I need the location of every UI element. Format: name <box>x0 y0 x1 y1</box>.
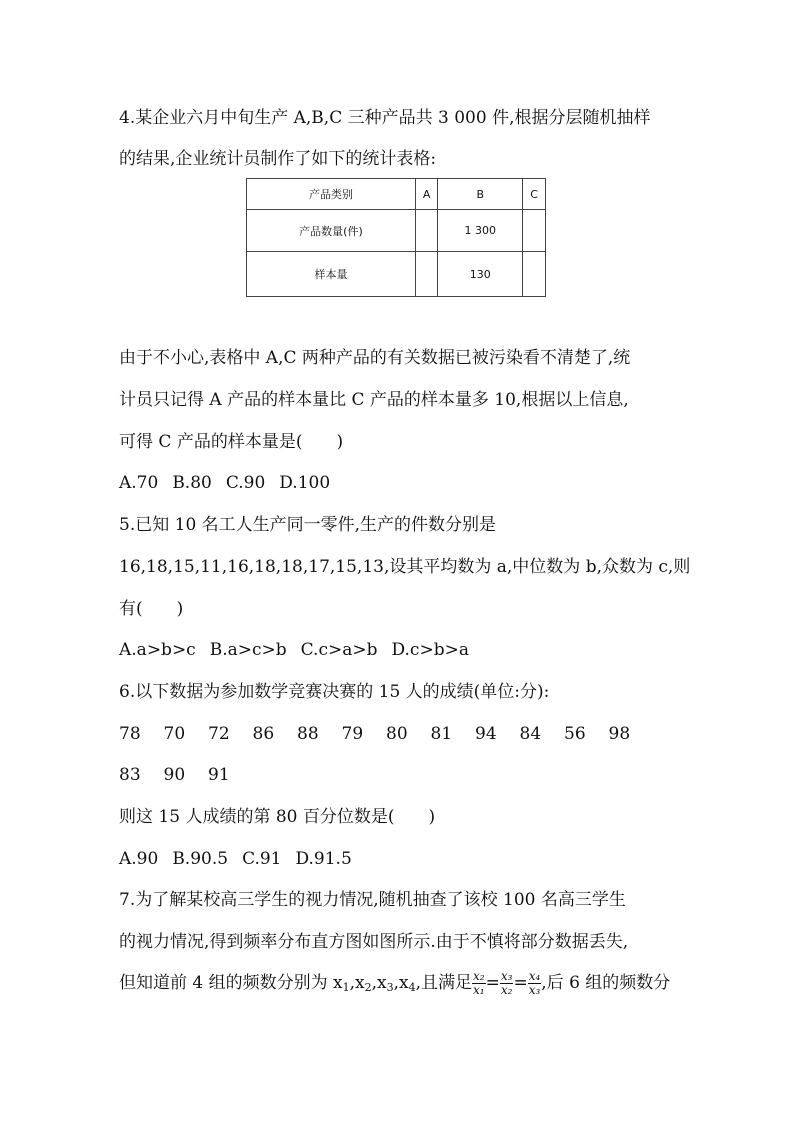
subscript: 2 <box>364 981 372 994</box>
q6-line4: 则这 15 人成绩的第 80 百分位数是( ) <box>119 807 436 827</box>
q6-scores-row1 <box>119 722 653 746</box>
option-b: B.80 <box>172 473 212 493</box>
table-cell <box>415 252 437 297</box>
option-a: A.70 <box>119 473 159 493</box>
option-c: C.91 <box>242 849 282 869</box>
subscript: 3 <box>386 981 394 994</box>
q6-scores-row2 <box>119 763 253 787</box>
option-d: D.c>b>a <box>391 640 469 660</box>
numerator: x₄ <box>528 969 541 983</box>
option-c: C.90 <box>225 473 266 493</box>
q4-line3: 由于不小心,表格中 A,C 两种产品的有关数据已被污染看不清楚了,统 <box>119 348 631 368</box>
option-d: D.91.5 <box>295 849 352 869</box>
table-cell: B <box>438 179 523 210</box>
q4-line4: 计员只记得 A 产品的样本量比 C 产品的样本量多 10,根据以上信息, <box>119 390 629 410</box>
denominator: x₂ <box>500 983 513 997</box>
text: ,x <box>371 973 387 993</box>
score: 88 <box>297 724 319 744</box>
denominator: x₃ <box>528 983 541 997</box>
option-c: C.c>a>b <box>300 640 378 660</box>
text: ,x <box>349 973 365 993</box>
table-cell: 1 300 <box>438 210 523 252</box>
option-b: B.90.5 <box>172 849 229 869</box>
table-cell: 130 <box>438 252 523 297</box>
score: 79 <box>341 724 364 744</box>
q4-options <box>119 471 344 495</box>
score: 81 <box>430 724 453 744</box>
table-cell: 样本量 <box>247 252 416 297</box>
option-a: A.90 <box>119 849 159 869</box>
q5-line2: 16,18,15,11,16,18,18,17,15,13,设其平均数为 a,中位数为 b,众数为 c,则 <box>119 557 691 577</box>
q4-line1: 4.某企业六月中旬生产 A,B,C 三种产品共 3 000 件,根据分层随机抽样 <box>119 108 651 128</box>
score: 70 <box>163 724 186 744</box>
q4-line5: 可得 C 产品的样本量是( ) <box>119 432 344 452</box>
table-header-row <box>247 179 546 210</box>
denominator: x₁ <box>473 983 485 997</box>
text: ,后 6 组的频数分 <box>541 973 671 993</box>
table-row <box>247 252 546 297</box>
table-row <box>247 210 546 252</box>
equals: = <box>485 973 500 993</box>
table-cell: 产品数量(件) <box>247 210 416 252</box>
equals: = <box>513 973 528 993</box>
numerator: x₃ <box>500 969 513 983</box>
numerator: x₂ <box>473 969 485 983</box>
q6-options <box>119 847 366 871</box>
option-d: D.100 <box>279 473 331 493</box>
score: 83 <box>119 765 141 785</box>
q7-line2: 的视力情况,得到频率分布直方图如图所示.由于不慎将部分数据丢失, <box>119 932 629 952</box>
score: 84 <box>519 724 542 744</box>
score: 98 <box>608 724 631 744</box>
fraction <box>500 970 514 997</box>
option-a: A.a>b>c <box>119 640 196 660</box>
table-cell <box>523 252 546 297</box>
score: 78 <box>119 724 141 744</box>
subscript: 1 <box>342 981 350 994</box>
q5-options <box>119 638 483 662</box>
q7-line1: 7.为了解某校高三学生的视力情况,随机抽查了该校 100 名高三学生 <box>119 890 626 910</box>
fraction <box>528 970 542 997</box>
q5-line1: 5.已知 10 名工人生产同一零件,生产的件数分别是 <box>119 515 497 535</box>
q6-line1: 6.以下数据为参加数学竞赛决赛的 15 人的成绩(单位:分): <box>119 682 550 702</box>
table-cell: A <box>415 179 437 210</box>
q7-line3 <box>119 970 670 1000</box>
table-cell: 产品类别 <box>247 179 416 210</box>
score: 90 <box>163 765 186 785</box>
fraction <box>472 970 486 997</box>
q4-line2: 的结果,企业统计员制作了如下的统计表格: <box>119 149 437 169</box>
text: 但知道前 4 组的频数分别为 x <box>119 973 343 993</box>
text: ,x <box>393 973 409 993</box>
score: 80 <box>386 724 408 744</box>
score: 86 <box>252 724 275 744</box>
score: 91 <box>208 765 230 785</box>
score: 94 <box>475 724 497 744</box>
table-cell <box>523 210 546 252</box>
text: ,且满足 <box>415 973 473 993</box>
q5-line3: 有( ) <box>119 599 184 619</box>
stats-table <box>246 178 546 297</box>
score: 72 <box>208 724 230 744</box>
table-cell: C <box>523 179 546 210</box>
option-b: B.a>c>b <box>209 640 287 660</box>
table-cell <box>415 210 437 252</box>
score: 56 <box>564 724 586 744</box>
subscript: 4 <box>408 981 416 994</box>
